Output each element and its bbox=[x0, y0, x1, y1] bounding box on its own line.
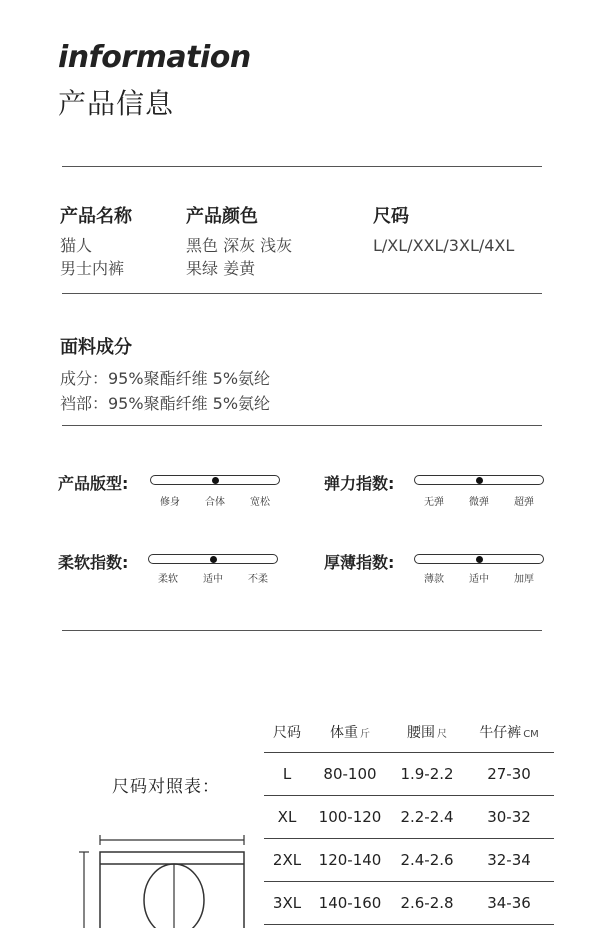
scale-tick: 加厚 bbox=[514, 574, 534, 585]
title-english: information bbox=[58, 40, 251, 75]
table-cell: 27-30 bbox=[464, 752, 554, 795]
product-color-label: 产品颜色 bbox=[186, 206, 258, 227]
scale-elastic-track bbox=[414, 475, 544, 485]
divider bbox=[62, 425, 542, 426]
product-name-line: 男士内裤 bbox=[60, 259, 125, 278]
table-cell: 80-100 bbox=[310, 752, 390, 795]
product-name-value bbox=[60, 234, 124, 280]
fabric-crotch: 裆部：95%聚酯纤维 5%氨纶 bbox=[60, 394, 271, 413]
table-cell: 32-34 bbox=[464, 838, 554, 881]
scale-soft-label: 柔软指数: bbox=[58, 553, 129, 572]
product-name-line: 猫人 bbox=[60, 236, 93, 255]
scale-elastic-label: 弹力指数: bbox=[324, 474, 395, 493]
table-cell: 30-32 bbox=[464, 795, 554, 838]
scale-tick: 柔软 bbox=[158, 574, 178, 585]
scale-elastic-ticks bbox=[414, 493, 544, 508]
scale-fit bbox=[58, 471, 288, 511]
scale-fit-ticks bbox=[150, 493, 280, 508]
table-cell: 1.9-2.2 bbox=[390, 752, 464, 795]
table-cell: 2.2-2.4 bbox=[390, 795, 464, 838]
scale-soft-marker bbox=[210, 556, 217, 563]
fabric-composition: 成分：95%聚酯纤维 5%氨纶 bbox=[60, 369, 271, 388]
scale-soft-ticks bbox=[148, 570, 278, 585]
scale-tick: 适中 bbox=[203, 574, 223, 585]
scale-tick: 无弹 bbox=[424, 497, 444, 508]
title-chinese: 产品信息 bbox=[58, 87, 175, 120]
scale-thickness-track bbox=[414, 554, 544, 564]
scale-thickness-marker bbox=[476, 556, 483, 563]
table-cell: 3XL bbox=[264, 881, 310, 924]
table-cell: 120-140 bbox=[310, 838, 390, 881]
scale-fit-marker bbox=[212, 477, 219, 484]
table-cell: 2.4-2.6 bbox=[390, 838, 464, 881]
scale-soft-track bbox=[148, 554, 278, 564]
table-row bbox=[264, 795, 554, 838]
divider bbox=[62, 293, 542, 294]
product-size-value: L/XL/XXL/3XL/4XL bbox=[373, 236, 515, 255]
table-cell: L bbox=[264, 752, 310, 795]
divider bbox=[62, 630, 542, 631]
table-cell: 34-36 bbox=[464, 881, 554, 924]
scale-elastic bbox=[324, 471, 554, 511]
table-cell: XL bbox=[264, 795, 310, 838]
scale-tick: 微弹 bbox=[469, 497, 489, 508]
product-color-value bbox=[186, 234, 292, 280]
product-name-label: 产品名称 bbox=[60, 206, 132, 227]
table-row bbox=[264, 838, 554, 881]
size-chart-caption: 尺码对照表： bbox=[112, 777, 220, 797]
size-chart-table bbox=[264, 712, 554, 925]
column-header: 尺码 bbox=[264, 712, 310, 752]
scale-thickness bbox=[324, 550, 554, 590]
scale-soft bbox=[58, 550, 288, 590]
table-header-row bbox=[264, 712, 554, 752]
scale-thickness-label: 厚薄指数: bbox=[324, 553, 395, 572]
scale-elastic-marker bbox=[476, 477, 483, 484]
column-header: 腰围 尺 bbox=[390, 712, 464, 752]
scale-thickness-ticks bbox=[414, 570, 544, 585]
scale-tick: 合体 bbox=[205, 497, 225, 508]
table-cell: 140-160 bbox=[310, 881, 390, 924]
scale-tick: 薄款 bbox=[424, 574, 444, 585]
scale-tick: 不柔 bbox=[248, 574, 268, 585]
scale-fit-track bbox=[150, 475, 280, 485]
fabric-title: 面料成分 bbox=[60, 337, 132, 358]
table-cell: 2XL bbox=[264, 838, 310, 881]
scale-fit-label: 产品版型: bbox=[58, 474, 129, 493]
scale-tick: 适中 bbox=[469, 574, 489, 585]
product-color-line: 果绿 姜黄 bbox=[186, 259, 256, 278]
scale-tick: 宽松 bbox=[250, 497, 270, 508]
table-cell: 2.6-2.8 bbox=[390, 881, 464, 924]
column-header: 体重 斤 bbox=[310, 712, 390, 752]
divider bbox=[62, 166, 542, 167]
table-row bbox=[264, 881, 554, 924]
product-size-label: 尺码 bbox=[373, 206, 409, 227]
column-header: 牛仔裤 CM bbox=[464, 712, 554, 752]
brief-size-diagram bbox=[78, 828, 248, 928]
product-color-line: 黑色 深灰 浅灰 bbox=[186, 236, 293, 255]
scale-tick: 修身 bbox=[160, 497, 180, 508]
table-cell: 100-120 bbox=[310, 795, 390, 838]
scale-tick: 超弹 bbox=[514, 497, 534, 508]
table-row bbox=[264, 752, 554, 795]
